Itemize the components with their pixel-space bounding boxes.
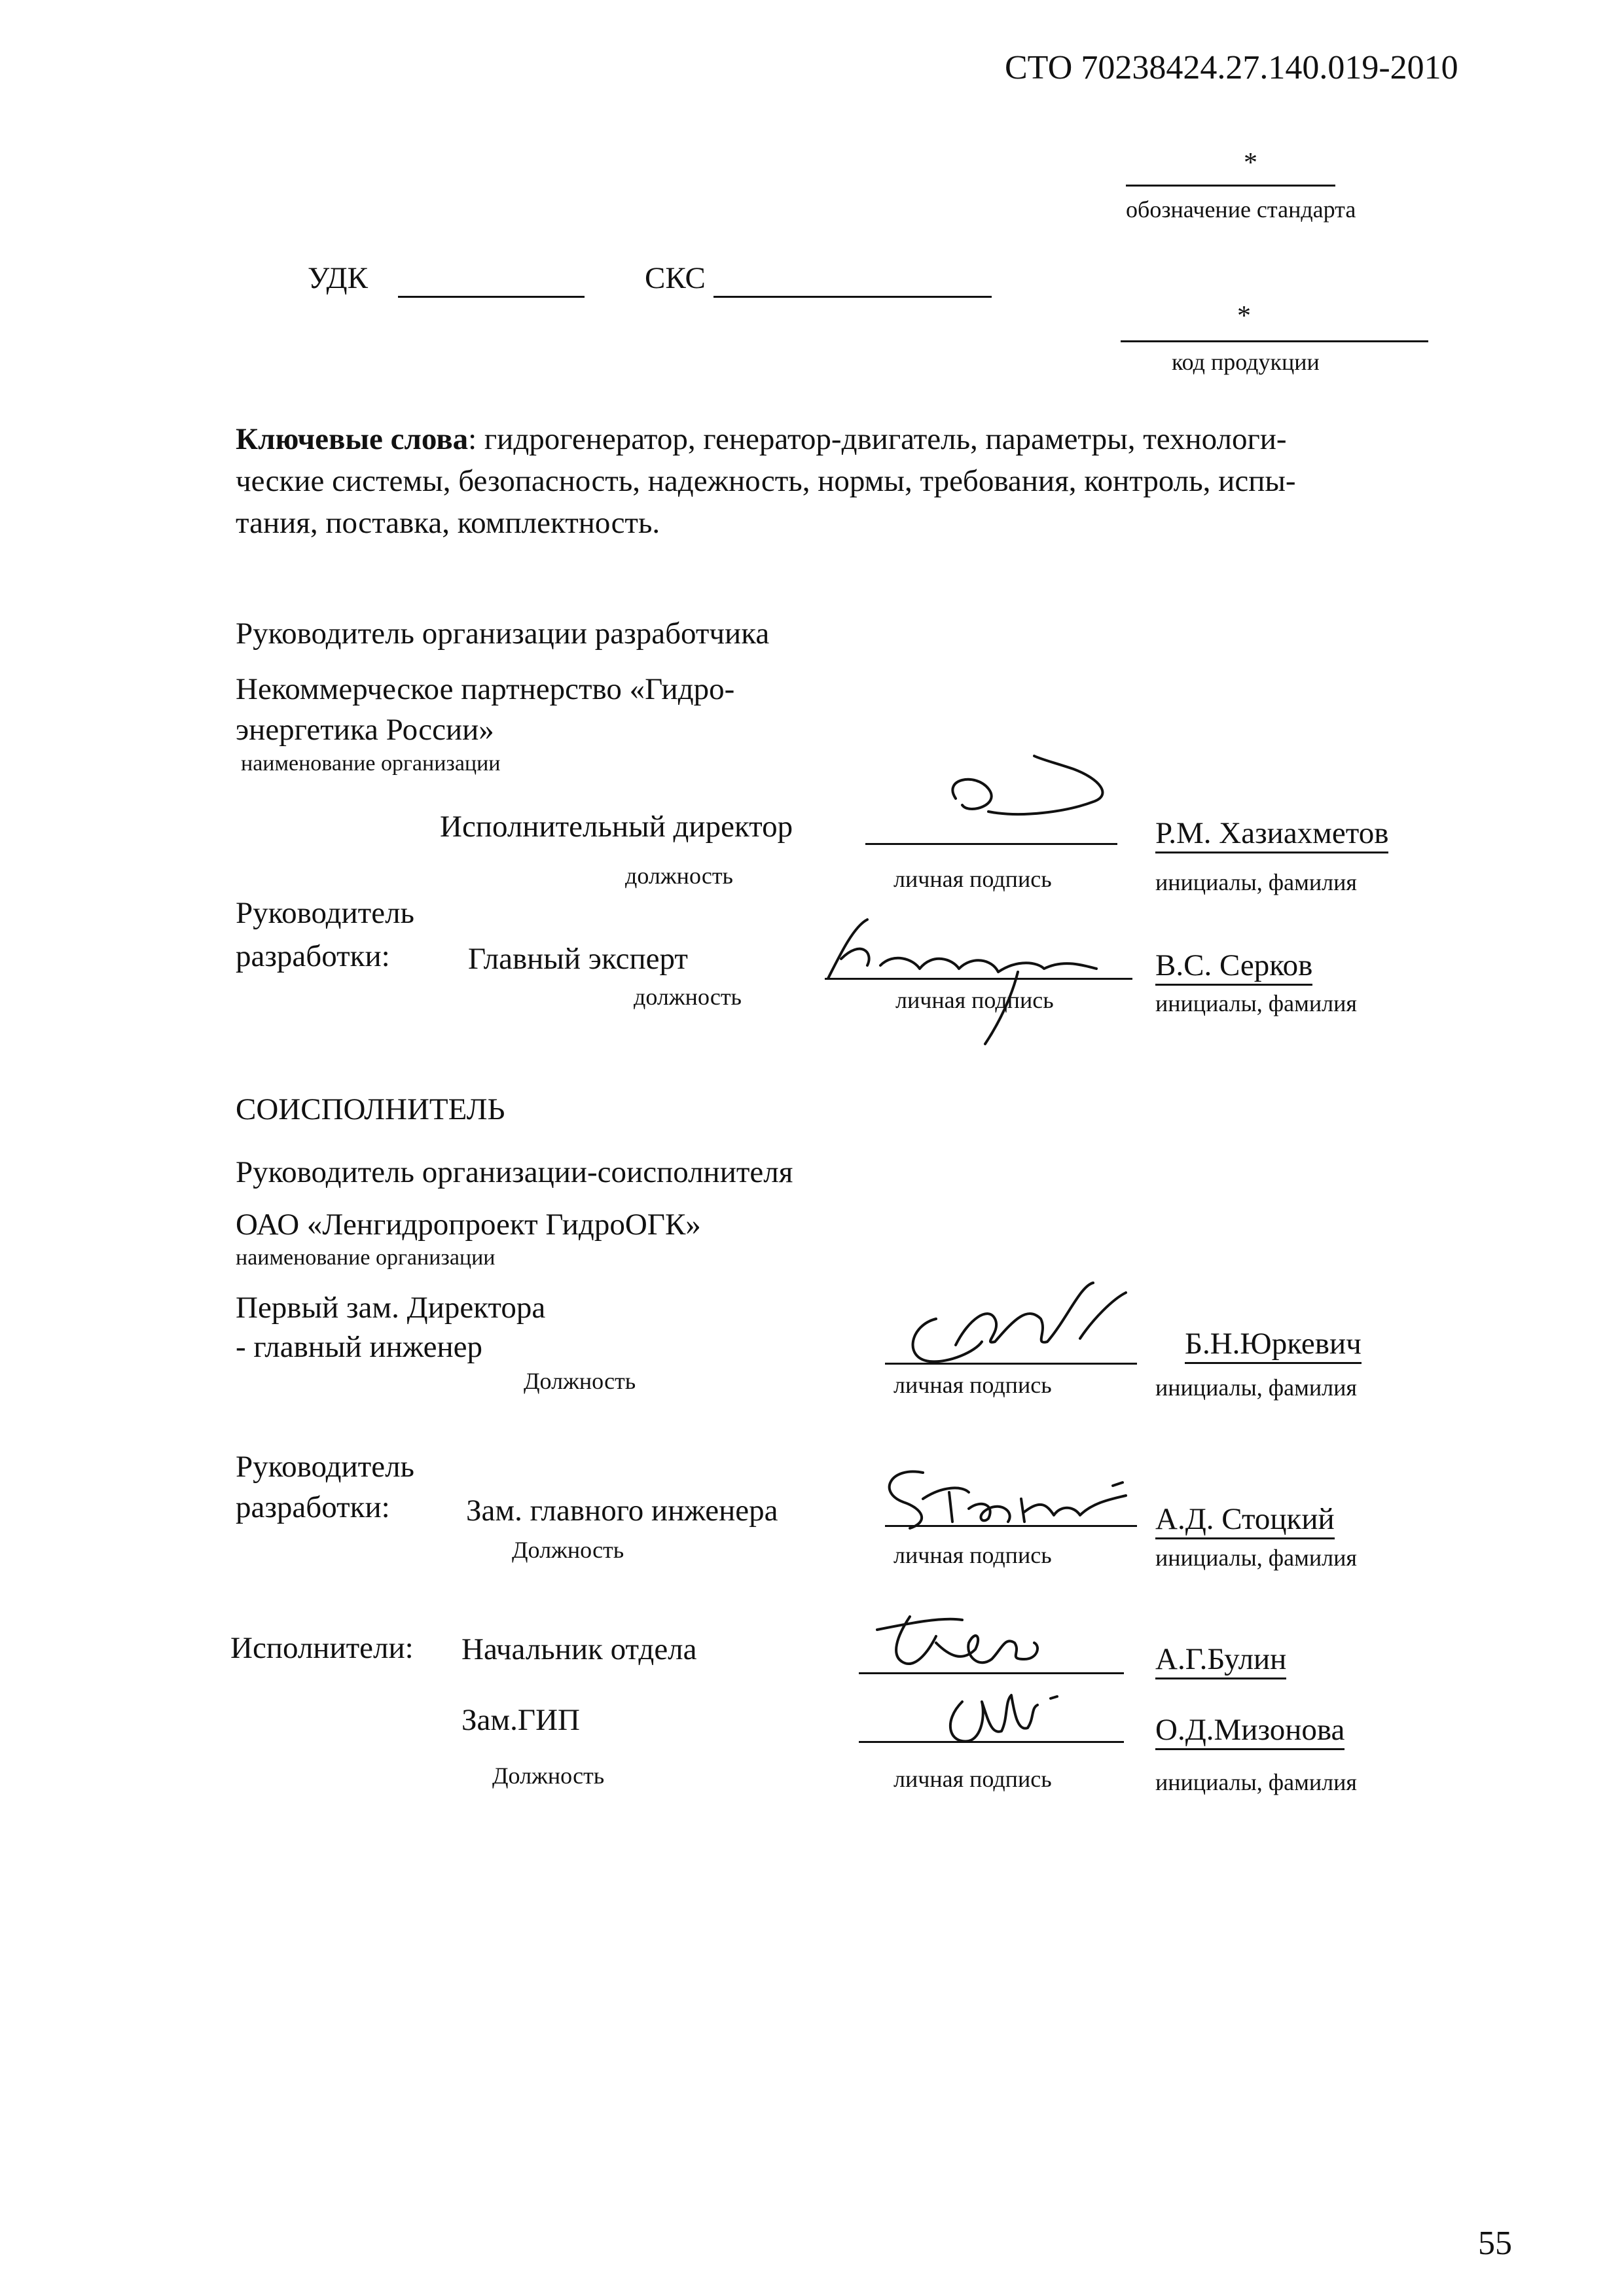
exec-signature-caption: личная подпись	[893, 1766, 1052, 1792]
director-signature-caption: личная подпись	[893, 866, 1052, 892]
co-lead-name-caption: инициалы, фамилия	[1155, 1545, 1357, 1571]
director-name-caption: инициалы, фамилия	[1155, 869, 1357, 895]
dev-lead-position-caption: должность	[634, 984, 742, 1010]
developer-org-line-1: Некоммерческое партнерство «Гидро-	[236, 672, 735, 706]
exec1-signature	[851, 1597, 1087, 1682]
exec2-position: Зам.ГИП	[461, 1703, 580, 1737]
dev-lead-position: Главный эксперт	[468, 942, 688, 976]
executors-label: Исполнители:	[230, 1631, 414, 1665]
product-star: *	[1237, 301, 1251, 331]
coexecutor-position-line-2: - главный инженер	[236, 1330, 482, 1364]
exec2-signature	[929, 1682, 1087, 1754]
coexecutor-section-title: СОИСПОЛНИТЕЛЬ	[236, 1092, 505, 1126]
director-signature	[916, 753, 1132, 851]
keywords-line-2: ческие системы, безопасность, надежность, нормы, требования, контроль, испы-	[236, 464, 1296, 498]
keywords-line-3: тания, поставка, комплектность.	[236, 506, 660, 540]
coexecutor-position-caption: Должность	[524, 1368, 636, 1394]
exec-position-caption: Должность	[492, 1763, 605, 1789]
coexecutor-signature	[884, 1280, 1159, 1378]
standard-designation-line	[1126, 185, 1335, 187]
dev-lead-signature-caption: личная подпись	[895, 987, 1054, 1013]
co-lead-position: Зам. главного инженера	[466, 1494, 778, 1528]
exec1-name: А.Г.Булин	[1155, 1644, 1286, 1675]
udk-label: УДК	[308, 261, 368, 295]
dev-lead-name-caption: инициалы, фамилия	[1155, 990, 1357, 1016]
dev-lead-name: В.С. Серков	[1155, 950, 1312, 981]
dev-lead-label-1: Руководитель	[236, 896, 414, 930]
standard-star: *	[1244, 148, 1257, 178]
director-position-caption: должность	[625, 863, 733, 889]
standard-designation-caption: обозначение стандарта	[1126, 196, 1356, 223]
coexecutor-org-name: ОАО «Ленгидропроект ГидроОГК»	[236, 1208, 701, 1242]
co-lead-label-1: Руководитель	[236, 1450, 414, 1484]
coexecutor-org-caption: наименование организации	[236, 1246, 496, 1270]
udk-line	[398, 296, 585, 298]
exec-name-caption: инициалы, фамилия	[1155, 1769, 1357, 1795]
standard-code: СТО 70238424.27.140.019-2010	[1005, 49, 1458, 86]
co-lead-signature-caption: личная подпись	[893, 1542, 1052, 1568]
keywords-text-1: : гидрогенератор, генератор-двигатель, параметры, технологи-	[468, 422, 1287, 456]
coexecutor-signer-name: Б.Н.Юркевич	[1185, 1329, 1362, 1359]
exec2-name: О.Д.Мизонова	[1155, 1715, 1344, 1746]
director-name: Р.М. Хазиахметов	[1155, 818, 1388, 849]
developer-section-title: Руководитель организации разработчика	[236, 617, 770, 651]
developer-org-line-2: энергетика России»	[236, 713, 494, 747]
coexecutor-signature-caption: личная подпись	[893, 1372, 1052, 1398]
co-lead-name: А.Д. Стоцкий	[1155, 1504, 1335, 1535]
coexecutor-head-title: Руководитель организации-соисполнителя	[236, 1155, 793, 1189]
coexecutor-position-line-1: Первый зам. Директора	[236, 1291, 546, 1325]
co-lead-label-2: разработки:	[236, 1490, 390, 1524]
product-code-line	[1121, 340, 1428, 342]
coexecutor-name-caption: инициалы, фамилия	[1155, 1374, 1357, 1401]
co-lead-signature	[864, 1460, 1152, 1545]
page-number: 55	[1478, 2225, 1512, 2262]
co-lead-position-caption: Должность	[512, 1537, 624, 1563]
sks-label: СКС	[645, 261, 706, 295]
dev-lead-label-2: разработки:	[236, 939, 390, 973]
dev-lead-signature	[821, 913, 1136, 1050]
developer-org-caption: наименование организации	[241, 751, 501, 776]
director-position: Исполнительный директор	[440, 810, 793, 844]
product-code-caption: код продукции	[1172, 349, 1320, 375]
keywords-label: Ключевые слова	[236, 422, 469, 456]
exec1-position: Начальник отдела	[461, 1632, 697, 1666]
sks-line	[713, 296, 992, 298]
keywords-line-1	[236, 424, 1287, 455]
